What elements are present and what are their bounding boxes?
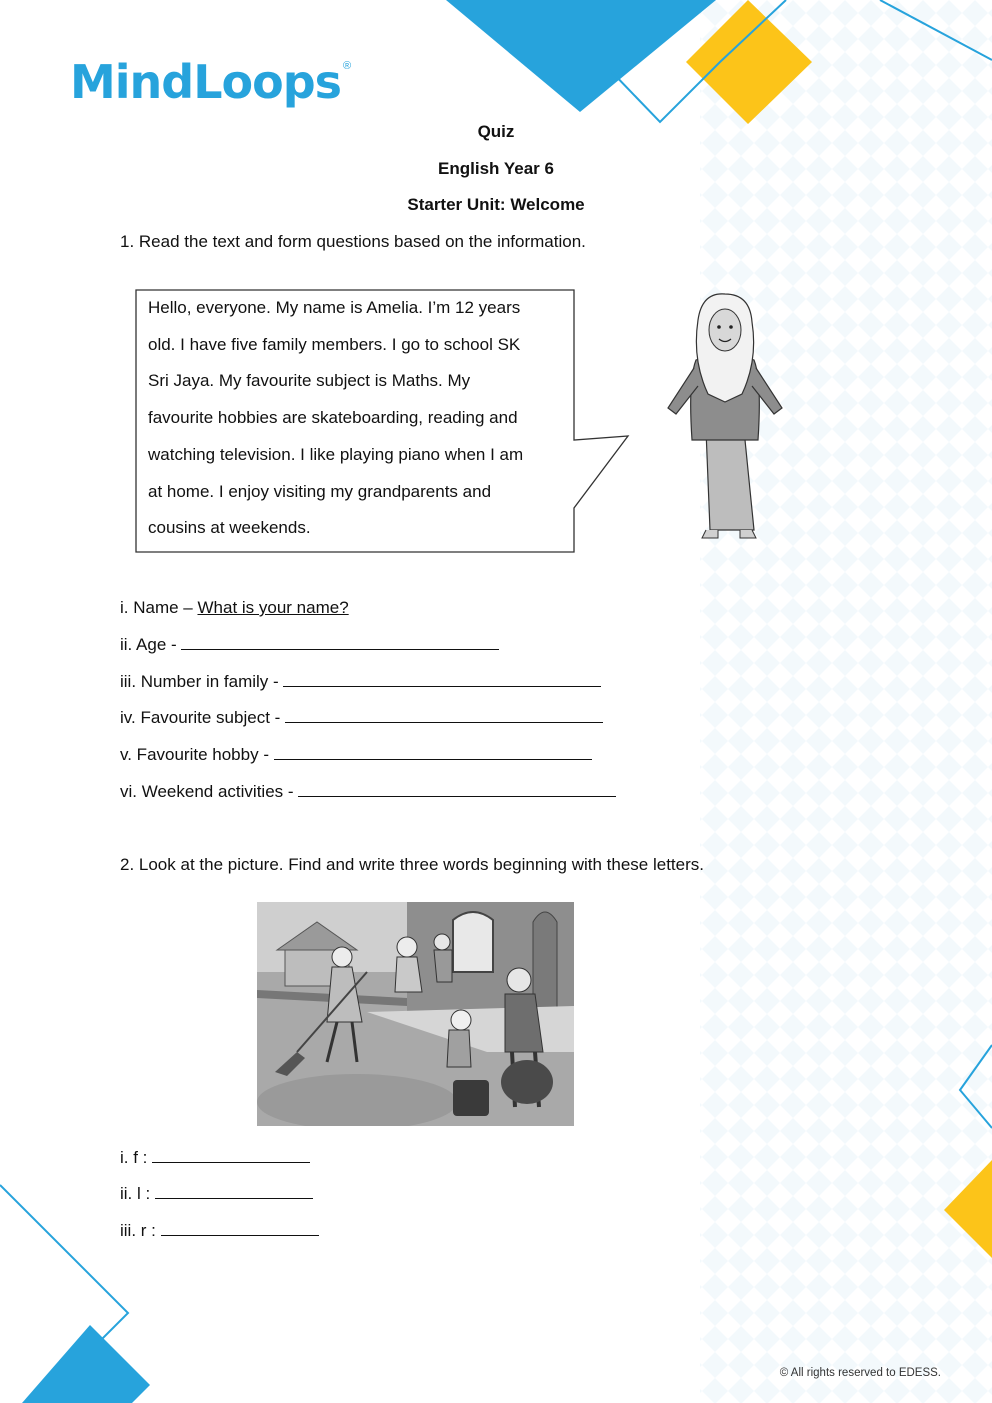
logo-trademark: ® (343, 60, 352, 72)
mindloops-logo (70, 52, 351, 112)
q2-item-f (120, 1148, 310, 1168)
q1-example-answer: What is your name? (197, 598, 349, 617)
q1-item-subject (120, 708, 603, 728)
answer-blank[interactable] (283, 672, 601, 687)
q1-item-label: ii. Age - (120, 635, 182, 654)
q1-item-label: iii. Number in family - (120, 672, 284, 691)
q2-item-l (120, 1184, 313, 1204)
answer-blank[interactable] (152, 1148, 310, 1163)
passage-line: at home. I enjoy visiting my grandparents and (148, 481, 492, 501)
q1-item-label: i. Name – (120, 598, 198, 617)
top-blue-triangle (446, 0, 716, 112)
answer-blank[interactable] (161, 1221, 319, 1236)
page-title: Quiz (477, 122, 515, 141)
answer-blank[interactable] (298, 782, 616, 797)
answer-blank[interactable] (274, 745, 592, 760)
q1-item-label: iv. Favourite subject - (120, 708, 286, 727)
q2-item-label: iii. r : (120, 1221, 161, 1240)
q2-item-label: i. f : (120, 1148, 153, 1167)
q1-item-age (120, 635, 499, 655)
passage (148, 290, 568, 547)
answer-blank[interactable] (285, 708, 603, 723)
passage-line: Sri Jaya. My favourite subject is Maths. My (148, 371, 471, 391)
q1-item-label: vi. Weekend activities - (120, 782, 299, 801)
copyright-footer: © All rights reserved to EDESS. (779, 1367, 941, 1379)
q2-item-r (120, 1221, 319, 1241)
q1-item-hobby (120, 745, 592, 765)
answer-blank[interactable] (155, 1184, 313, 1199)
amelia-illustration (658, 290, 792, 546)
q1-item-family (120, 672, 601, 692)
cleaning-scene-illustration (257, 902, 574, 1126)
passage-line: cousins at weekends. (148, 518, 311, 538)
q1-item-label: v. Favourite hobby - (120, 745, 274, 764)
answer-blank[interactable] (181, 635, 499, 650)
passage-line: Hello, everyone. My name is Amelia. I’m 12 years (148, 298, 521, 317)
question-2-instruction: 2. Look at the picture. Find and write three words beginning with these letters. (120, 855, 704, 874)
q1-item-name (120, 598, 349, 618)
bottom-left-diamond (22, 1325, 150, 1403)
subject-title: English Year 6 (438, 159, 554, 178)
q2-item-label: ii. l : (120, 1184, 155, 1203)
passage-line: favourite hobbies are skateboarding, reading and (148, 408, 518, 428)
unit-title: Starter Unit: Welcome (407, 195, 585, 214)
passage-line: watching television. I like playing piano when I am (148, 444, 524, 464)
question-1-instruction: 1. Read the text and form questions based on the information. (120, 232, 586, 251)
q1-item-weekend (120, 782, 616, 802)
logo-text: MindLoops (70, 55, 342, 109)
passage-line: old. I have five family members. I go to school SK (148, 334, 521, 354)
